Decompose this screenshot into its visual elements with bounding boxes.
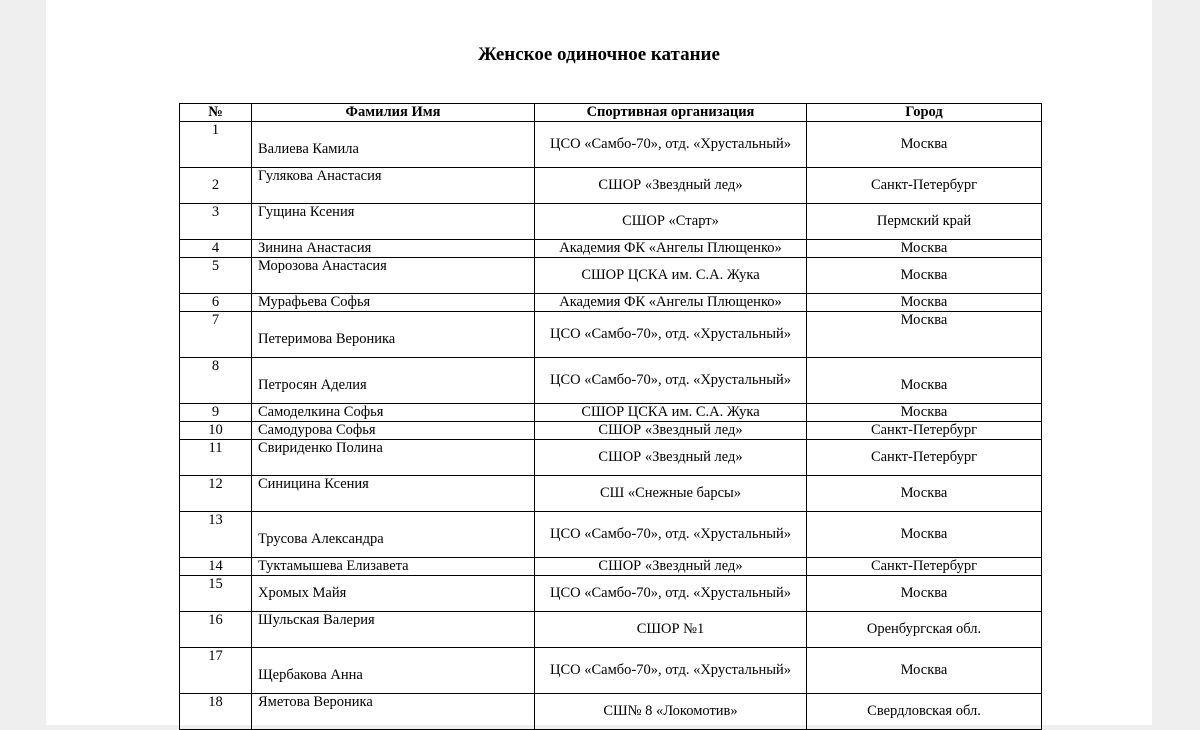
cell-city: Санкт-Петербург xyxy=(807,168,1042,204)
cell-city: Москва xyxy=(807,258,1042,294)
cell-name: Зинина Анастасия xyxy=(252,240,535,258)
cell-city: Свердловская обл. xyxy=(807,694,1042,730)
cell-name: Шульская Валерия xyxy=(252,612,535,648)
cell-num: 13 xyxy=(180,512,252,558)
table-row xyxy=(180,512,1042,558)
cell-name: Туктамышева Елизавета xyxy=(252,558,535,576)
cell-city: Москва xyxy=(807,576,1042,612)
cell-city: Москва xyxy=(807,404,1042,422)
cell-name: Петеримова Вероника xyxy=(252,312,535,358)
cell-name: Гущина Ксения xyxy=(252,204,535,240)
cell-name: Яметова Вероника xyxy=(252,694,535,730)
cell-num: 18 xyxy=(180,694,252,730)
cell-num: 1 xyxy=(180,122,252,168)
cell-city: Москва xyxy=(807,358,1042,404)
cell-org: ЦСО «Самбо-70», отд. «Хрустальный» xyxy=(535,512,807,558)
cell-city: Москва xyxy=(807,294,1042,312)
cell-name: Петросян Аделия xyxy=(252,358,535,404)
table-row xyxy=(180,440,1042,476)
cell-org: СШОР «Старт» xyxy=(535,204,807,240)
cell-name: Морозова Анастасия xyxy=(252,258,535,294)
table-row xyxy=(180,422,1042,440)
table-row xyxy=(180,258,1042,294)
cell-num: 15 xyxy=(180,576,252,612)
cell-org: ЦСО «Самбо-70», отд. «Хрустальный» xyxy=(535,122,807,168)
table-row xyxy=(180,168,1042,204)
cell-name: Щербакова Анна xyxy=(252,648,535,694)
cell-num: 4 xyxy=(180,240,252,258)
cell-num: 5 xyxy=(180,258,252,294)
cell-city: Москва xyxy=(807,240,1042,258)
cell-org: Академия ФК «Ангелы Плющенко» xyxy=(535,240,807,258)
cell-org: СШОР «Звездный лед» xyxy=(535,558,807,576)
cell-org: СШОР ЦСКА им. С.А. Жука xyxy=(535,258,807,294)
participants-table xyxy=(179,103,1042,730)
cell-name: Синицина Ксения xyxy=(252,476,535,512)
table-row xyxy=(180,476,1042,512)
cell-city: Москва xyxy=(807,476,1042,512)
table-row xyxy=(180,404,1042,422)
cell-city: Оренбургская обл. xyxy=(807,612,1042,648)
cell-city: Москва xyxy=(807,122,1042,168)
header-name: Фамилия Имя xyxy=(252,104,535,122)
cell-org: СШОР «Звездный лед» xyxy=(535,168,807,204)
table-row xyxy=(180,204,1042,240)
cell-org: ЦСО «Самбо-70», отд. «Хрустальный» xyxy=(535,312,807,358)
cell-num: 11 xyxy=(180,440,252,476)
cell-org: Академия ФК «Ангелы Плющенко» xyxy=(535,294,807,312)
table-row xyxy=(180,122,1042,168)
table-row xyxy=(180,648,1042,694)
table-row xyxy=(180,358,1042,404)
cell-org: СШОР «Звездный лед» xyxy=(535,422,807,440)
cell-city: Санкт-Петербург xyxy=(807,440,1042,476)
cell-num: 10 xyxy=(180,422,252,440)
cell-num: 14 xyxy=(180,558,252,576)
cell-num: 16 xyxy=(180,612,252,648)
table-row xyxy=(180,576,1042,612)
cell-org: ЦСО «Самбо-70», отд. «Хрустальный» xyxy=(535,648,807,694)
cell-num: 8 xyxy=(180,358,252,404)
cell-num: 6 xyxy=(180,294,252,312)
cell-name: Трусова Александра xyxy=(252,512,535,558)
cell-org: СШОР №1 xyxy=(535,612,807,648)
cell-num: 7 xyxy=(180,312,252,358)
table-row xyxy=(180,240,1042,258)
cell-org: СШОР «Звездный лед» xyxy=(535,440,807,476)
cell-org: СШ «Снежные барсы» xyxy=(535,476,807,512)
cell-org: СШОР ЦСКА им. С.А. Жука xyxy=(535,404,807,422)
cell-city: Санкт-Петербург xyxy=(807,422,1042,440)
cell-name: Свириденко Полина xyxy=(252,440,535,476)
table-row xyxy=(180,312,1042,358)
table-header-row xyxy=(180,104,1042,122)
cell-name: Валиева Камила xyxy=(252,122,535,168)
cell-city: Москва xyxy=(807,648,1042,694)
table-row xyxy=(180,612,1042,648)
table-row xyxy=(180,294,1042,312)
cell-org: СШ№ 8 «Локомотив» xyxy=(535,694,807,730)
cell-org: ЦСО «Самбо-70», отд. «Хрустальный» xyxy=(535,576,807,612)
document-title: Женское одиночное катание xyxy=(478,44,720,65)
cell-city: Москва xyxy=(807,312,1042,358)
cell-name: Самоделкина Софья xyxy=(252,404,535,422)
cell-num: 2 xyxy=(180,168,252,204)
cell-num: 9 xyxy=(180,404,252,422)
header-city: Город xyxy=(807,104,1042,122)
cell-city: Москва xyxy=(807,512,1042,558)
cell-name: Хромых Майя xyxy=(252,576,535,612)
cell-name: Самодурова Софья xyxy=(252,422,535,440)
cell-city: Санкт-Петербург xyxy=(807,558,1042,576)
document-page xyxy=(46,0,1152,725)
table-row xyxy=(180,558,1042,576)
cell-org: ЦСО «Самбо-70», отд. «Хрустальный» xyxy=(535,358,807,404)
header-org: Спортивная организация xyxy=(535,104,807,122)
cell-name: Мурафьева Софья xyxy=(252,294,535,312)
cell-num: 12 xyxy=(180,476,252,512)
table-row xyxy=(180,694,1042,730)
cell-city: Пермский край xyxy=(807,204,1042,240)
header-num: № xyxy=(180,104,252,122)
cell-name: Гулякова Анастасия xyxy=(252,168,535,204)
cell-num: 3 xyxy=(180,204,252,240)
cell-num: 17 xyxy=(180,648,252,694)
